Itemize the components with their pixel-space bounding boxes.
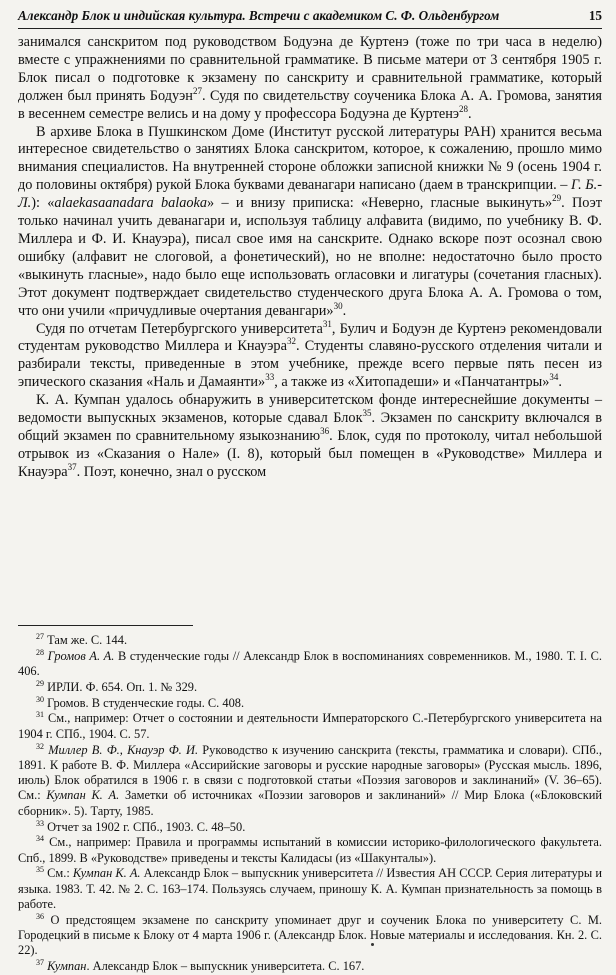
text-run: Там же. С. 144.	[47, 633, 128, 647]
footnote-number: 31	[36, 710, 44, 720]
footnote-ref: 34	[549, 372, 559, 383]
footnote	[18, 835, 602, 866]
footnote-number: 35	[36, 865, 44, 875]
text-run: См.:	[47, 866, 73, 881]
text-run: . Поэт, конечно, знал о русском	[76, 463, 267, 480]
footnote-ref: 35	[362, 408, 372, 419]
footnote	[18, 696, 602, 711]
running-header	[18, 6, 602, 29]
text-run: , а также из «Хитопадеши» и «Панчатантры»	[274, 374, 550, 391]
text-run: Руководство к изучению санскрита (тексты, грамматика и словари). СПб., 1891. К работе В. Ф. Миллера «Ассирийские заговоры и русские народные заговоры» (Русская мысль. 1896, июль) Блок обратился в 1906 г. в связи с подготовкой статьи «Поэзия заговоров и заклинаний» (V. 36–65). См.:	[18, 742, 602, 803]
text-run: . Экзамен по санскриту включался в общий экзамен по сравнительному языкознанию	[18, 410, 602, 444]
text-run: См., например: Отчет о состоянии и деятельности Императорского С.-Петербургского университета на 1904 г. СПб., 1904. С. 57.	[18, 711, 602, 741]
footnote-number: 36	[36, 911, 44, 921]
footnote-ref: 32	[286, 336, 296, 347]
footnote-ref: 28	[459, 103, 468, 114]
text-run: ИРЛИ. Ф. 654. Оп. 1. № 329.	[47, 679, 198, 694]
footnote	[18, 649, 602, 680]
paragraph	[18, 124, 602, 321]
footnote	[18, 711, 602, 742]
footnote-number: 27	[36, 631, 44, 641]
text-run: К. А. Кумпан удалось обнаружить в университетском фонде интереснейшие документы – ведомости выпускных экзаменов, которые сдавал Блок	[18, 392, 602, 427]
text-run: .	[558, 374, 562, 391]
paragraph	[18, 392, 602, 482]
footnote	[18, 633, 602, 648]
footnote-ref: 27	[192, 85, 202, 96]
footnote-number: 37	[36, 958, 44, 968]
italic-text: Кумпан К. А.	[72, 866, 141, 881]
footnote-ref: 36	[320, 426, 330, 437]
text-run: . Александр Блок – выпускник университета. С. 167.	[86, 959, 365, 974]
italic-text: alaekasaanadara balaoka	[54, 195, 208, 212]
italic-text: Кумпан К. А.	[46, 788, 120, 803]
text-run: занимался санскритом под руководством Бодуэна де Куртенэ (тоже по три часа в неделю) вместе с упражнениями по сравнительной грамматике. В письме матери от 3 сентября 1905 г. Блок писал о подготовке к экзамену по санскриту и сравнительной грамматике, который должен был принять Бодуэн	[18, 34, 602, 104]
text-run: . Студенты славяно-русского отделения читали и разбирали тексты, приведенные в этом учебнике, прежде всего первые пять песен из эпического сказания «Наль и Дамаянти»	[18, 338, 602, 391]
text-run: Судя по отчетам Петербургского университета	[36, 320, 323, 337]
italic-text: Г. Б.-Л.	[18, 177, 602, 212]
footnotes	[18, 633, 602, 975]
text-run: Заметки об источниках «Поэзии заговоров и заклинаний» // Мир Блока («Блоковский сборник». 5). Тарту, 1985.	[18, 788, 602, 818]
text-run: . Блок, судя по протоколу, читал небольшой отрывок из «Сказания о Нале» (I. 8), который был помещен в «Руководстве» Миллера и Кнауэра	[18, 427, 602, 480]
text-run: ): «	[31, 195, 55, 212]
text-run: Александр Блок – выпускник университета // Известия АН СССР. Серия литературы и языка. 1983. Т. 42. № 2. С. 163–174. Пользуясь случаем, приношу К. А. Кумпан признательность за помощь в работе.	[18, 866, 602, 912]
text-run: В студенческие годы // Александр Блок в воспоминаниях современников. М., 1980. Т. I. С. 406.	[18, 648, 602, 679]
paragraph	[18, 34, 602, 124]
italic-text: Громов А. А.	[47, 648, 115, 663]
footnote	[18, 913, 602, 959]
footnote-number: 32	[36, 741, 44, 751]
text-run: .	[342, 302, 347, 319]
print-speck	[371, 943, 374, 946]
text-run: Отчет за 1902 г. СПб., 1903. С. 48–50.	[47, 819, 246, 834]
text-run: . Судя по свидетельству соученика Блока А. А. Громова, занятия в весеннем семестре велись и на дому у профессора Бодуэна де Куртенэ	[18, 87, 602, 122]
text-run: . Поэт только начинал учить деванагари и, используя таблицу алфавита (видимо, по учебнику В. Ф. Миллера и Ф. И. Кнауэра), писал свое имя на санскрите. Однако вскоре поэт осознал свою ошибку (алфавит не слоговой, а фонетический), но не вполне: недостаточно было просто «выкинуть гласные», надо было еще использовать огласовки и лигатуры (сочетания гласных). Этот документ подтверждает свидетельство студенческого друга Блока А. А. Громова о том, что они учили «причудливые очертания девангари»	[18, 195, 602, 319]
footnote-ref: 31	[322, 318, 332, 329]
footnote-ref: 33	[265, 372, 275, 383]
italic-text: Миллер В. Ф., Кнауэр Ф. И.	[48, 742, 199, 757]
footnote	[18, 820, 602, 835]
footnote-number: 30	[36, 694, 44, 704]
paragraph	[18, 318, 603, 393]
page-number: 15	[588, 8, 602, 23]
text-run: См., например: Правила и программы испытаний в комиссии историко-филологического факультета. Спб., 1899. В «Руководстве» приведены и тексты Калидасы (из «Шакунталы»).	[18, 835, 602, 865]
footnote	[18, 866, 602, 912]
text-run: Громов. В студенческие годы. С. 408.	[47, 695, 245, 710]
text-run: .	[468, 105, 472, 122]
text-run: О предстоящем экзамене по санскриту упоминает друг и соученик Блока по университету С. М. Городецкий в письме к Блоку от 4 марта 1906 г. (Александр Блок. Новые материалы и исследования. Кн. 2. С. 22).	[18, 912, 602, 958]
footnote-number: 29	[36, 678, 44, 688]
text-run: » – и внизу приписка: «Неверно, гласные выкинуть»	[207, 195, 553, 212]
footnote	[18, 959, 602, 974]
footnote	[18, 680, 602, 695]
italic-text: Кумпан	[47, 959, 87, 974]
footnote-number: 33	[36, 818, 44, 828]
footnote-ref: 37	[67, 461, 77, 472]
footnote-ref: 29	[552, 193, 562, 204]
text-run: , Булич и Бодуэн де Куртенэ рекомендовали студентам руководство Миллера и Кнауэра	[18, 320, 603, 355]
main-text	[18, 34, 602, 482]
footnote-number: 28	[36, 647, 44, 657]
running-title: Александр Блок и индийская культура. Встречи с академиком С. Ф. Ольденбургом	[18, 8, 500, 23]
footnote	[18, 743, 602, 819]
footnote-ref: 30	[333, 300, 343, 311]
text-run: В архиве Блока в Пушкинском Доме (Институт русской литературы РАН) хранится весьма интересное свидетельство о занятиях Блока санскритом, которое, к сожалению, прошло мимо внимания специалистов. На внутренней стороне обложки записной книжки № 9 (осень 1904 г. до половины октября) рукой Блока буквами деванагари написано (даем в транскрипции. –	[18, 123, 602, 194]
footnote-separator	[18, 625, 193, 626]
footnote-number: 34	[36, 834, 44, 844]
